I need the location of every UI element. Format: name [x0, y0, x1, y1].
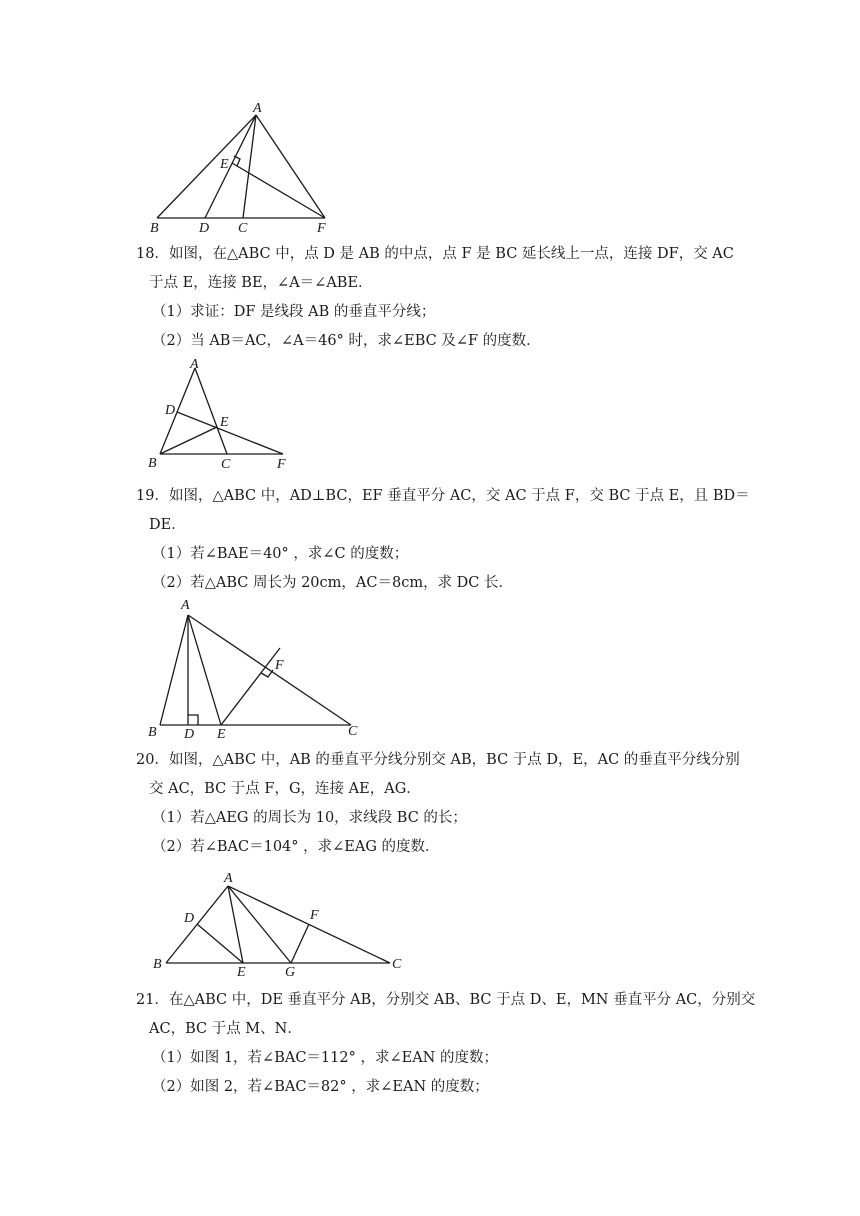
- q20-line1: 20．如图，△ABC 中，AB 的垂直平分线分别交 AB，BC 于点 D，E，AC 的垂直平分线分别: [136, 752, 740, 768]
- segment-ae: [188, 615, 221, 725]
- figure-20: [148, 866, 413, 981]
- label-f: F: [275, 658, 284, 673]
- segment-ab: [157, 115, 256, 218]
- label-e: E: [237, 965, 246, 980]
- q20-part2: （2）若∠BAC＝104° ，求∠EAG 的度数．: [152, 839, 440, 855]
- segment-fg: [291, 924, 309, 963]
- q19-part2: （2）若△ABC 周长为 20cm，AC＝8cm，求 DC 长．: [152, 575, 514, 591]
- q21-line1: 21．在△ABC 中，DE 垂直平分 AB，分别交 AB、BC 于点 D、E，MN 垂直平分 AC，分别交: [136, 992, 756, 1008]
- label-a: A: [190, 357, 199, 372]
- q20-part1: （1）若△AEG 的周长为 10，求线段 BC 的长；: [152, 810, 467, 826]
- segment-ac: [188, 615, 351, 725]
- segment-ab: [160, 615, 188, 725]
- label-a: A: [224, 871, 233, 886]
- q20-line2: 交 AC，BC 于点 F，G，连接 AE，AG．: [149, 781, 421, 797]
- segment-be: [160, 427, 217, 454]
- q19-line2: DE．: [149, 517, 186, 533]
- figure-18: [145, 358, 305, 473]
- right-angle-mark-d: [188, 715, 198, 725]
- label-f: F: [310, 908, 319, 923]
- label-f: F: [317, 221, 326, 236]
- label-e: E: [220, 157, 229, 172]
- label-c: C: [348, 724, 358, 739]
- label-c: C: [221, 457, 231, 472]
- segment-af: [256, 115, 325, 218]
- label-b: B: [148, 456, 157, 471]
- segment-ac: [195, 368, 227, 454]
- label-b: B: [148, 725, 157, 740]
- label-b: B: [150, 221, 159, 236]
- q18-line1: 18．如图，在△ABC 中，点 D 是 AB 的中点，点 F 是 BC 延长线上一点，连接 DF，交 AC: [136, 246, 734, 262]
- label-g: G: [285, 965, 296, 980]
- q18-line2: 于点 E，连接 BE，∠A＝∠ABE．: [149, 275, 373, 291]
- label-c: C: [238, 221, 248, 236]
- label-d: D: [184, 911, 195, 926]
- segment-ag: [228, 886, 291, 963]
- segment-ad: [205, 115, 256, 218]
- label-d: D: [184, 727, 195, 742]
- label-e: E: [220, 415, 229, 430]
- q21-line2: AC，BC 于点 M、N．: [149, 1021, 302, 1037]
- label-a: A: [253, 101, 262, 116]
- q21-part1: （1）如图 1，若∠BAC＝112° ，求∠EAN 的度数；: [152, 1050, 498, 1066]
- q18-part1: （1）求证：DF 是线段 AB 的垂直平分线；: [152, 304, 436, 320]
- label-d: D: [165, 403, 176, 418]
- q18-part2: （2）当 AB＝AC，∠A＝46° 时，求∠EBC 及∠F 的度数．: [152, 333, 541, 349]
- q19-line1: 19．如图，△ABC 中，AD⊥BC，EF 垂直平分 AC，交 AC 于点 F，交 BC 于点 E，且 BD＝: [136, 488, 750, 504]
- q19-part1: （1）若∠BAE＝40° ，求∠C 的度数；: [152, 546, 409, 562]
- label-f: F: [277, 457, 286, 472]
- segment-df: [177, 412, 283, 454]
- segment-ef: [221, 648, 280, 725]
- label-e: E: [217, 727, 226, 742]
- q21-part2: （2）如图 2，若∠BAC＝82° ，求∠EAN 的度数；: [152, 1079, 489, 1095]
- figure-19: [145, 597, 375, 742]
- figure-17: [145, 100, 345, 235]
- segment-ac: [243, 115, 256, 218]
- label-a: A: [181, 598, 190, 613]
- label-c: C: [392, 957, 402, 972]
- label-b: B: [153, 957, 162, 972]
- label-d: D: [199, 221, 210, 236]
